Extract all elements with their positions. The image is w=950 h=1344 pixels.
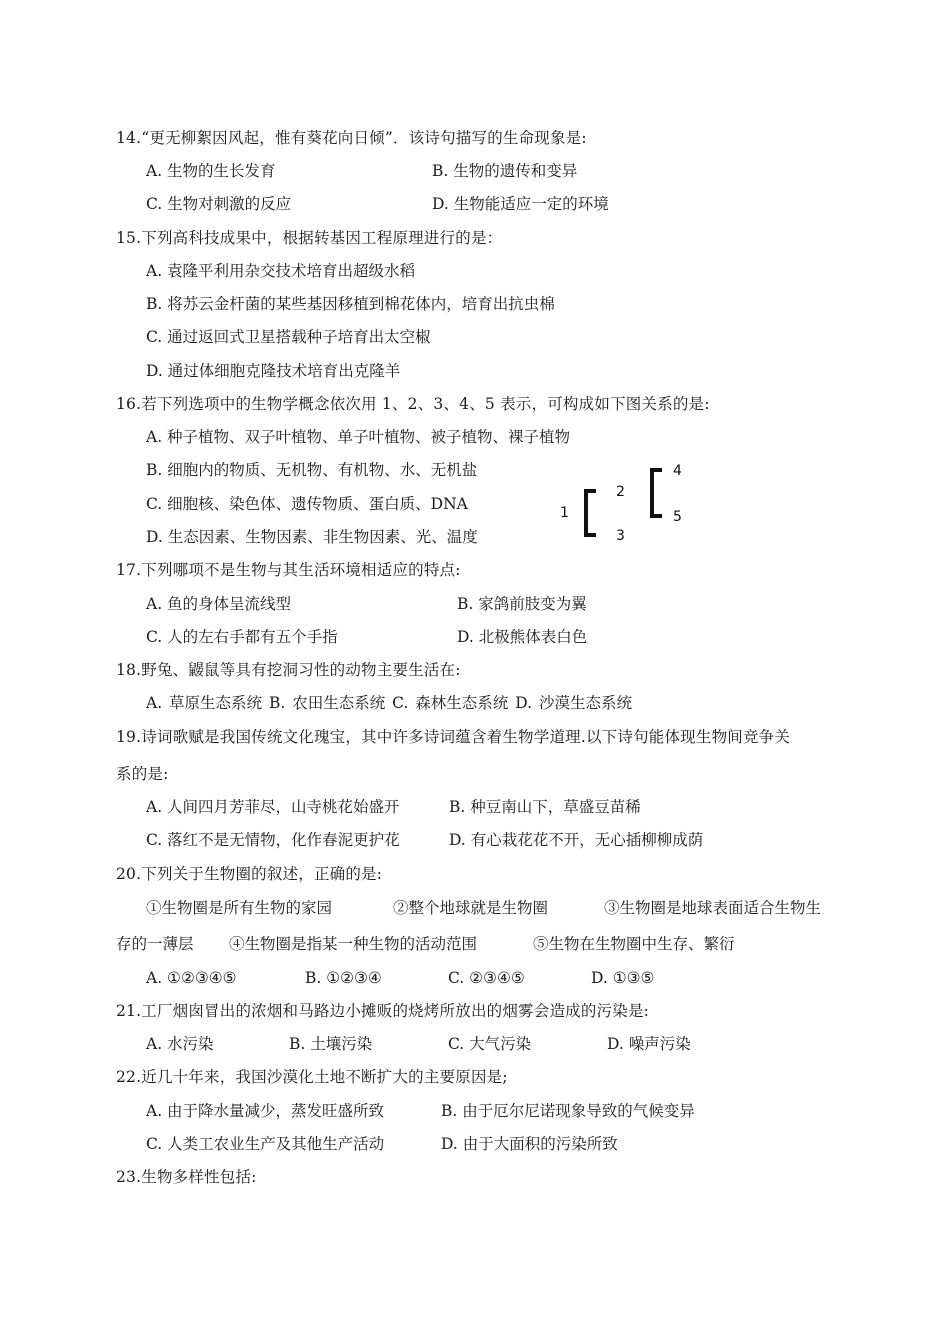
q20-statement-3-cont: 存的一薄层	[116, 935, 194, 953]
q15-option-c: C. 通过返回式卫星搭载种子培育出太空椒	[146, 328, 431, 346]
q22-option-c: C. 人类工农业生产及其他生产活动	[146, 1135, 385, 1153]
q14-option-a: A. 生物的生长发育	[146, 162, 276, 180]
q19-stem-line1: 19.诗词歌赋是我国传统文化瑰宝，其中许多诗词蕴含着生物学道理.以下诗句能体现生物间竞争关	[116, 728, 791, 746]
q15-option-b: B. 将苏云金杆菌的某些基因移植到棉花体内，培育出抗虫棉	[146, 295, 555, 313]
q20-option-d: D. ①③⑤	[591, 969, 655, 987]
q19-option-c: C. 落红不是无情物，化作春泥更护花	[146, 831, 400, 849]
outer-bracket	[586, 491, 596, 535]
q20-option-c: C. ②③④⑤	[448, 969, 525, 987]
q15-option-a: A. 袁隆平利用杂交技术培育出超级水稻	[146, 262, 416, 280]
diagram-label-1: 1	[560, 505, 569, 521]
q22-stem: 22.近几十年来，我国沙漠化土地不断扩大的主要原因是;	[116, 1068, 508, 1086]
diagram-label-3: 3	[616, 528, 625, 544]
q17-option-c: C. 人的左右手都有五个手指	[146, 628, 338, 646]
q19-stem-line2: 系的是:	[116, 765, 169, 783]
q17-option-d: D. 北极熊体表白色	[457, 628, 588, 646]
concept-bracket-diagram	[556, 458, 706, 546]
q16-option-c: C. 细胞核、染色体、遗传物质、蛋白质、DNA	[146, 495, 468, 513]
q23-stem: 23.生物多样性包括:	[116, 1168, 257, 1186]
q15-option-d: D. 通过体细胞克隆技术培育出克隆羊	[146, 362, 401, 380]
diagram-label-4: 4	[673, 463, 682, 479]
q16-option-d: D. 生态因素、生物因素、非生物因素、光、温度	[146, 528, 478, 546]
q19-option-b: B. 种豆南山下，草盛豆苗稀	[449, 798, 641, 816]
q14-stem: 14.“更无柳絮因风起，惟有葵花向日倾”．该诗句描写的生命现象是:	[116, 129, 587, 147]
q20-stem: 20.下列关于生物圈的叙述，正确的是:	[116, 865, 383, 883]
q18-options: A. 草原生态系统 B. 农田生态系统 C. 森林生态系统 D. 沙漠生态系统	[146, 694, 632, 712]
q22-option-d: D. 由于大面积的污染所致	[441, 1135, 618, 1153]
q16-option-a: A. 种子植物、双子叶植物、单子叶植物、被子植物、裸子植物	[146, 428, 571, 446]
q20-statement-1: ①生物圈是所有生物的家园	[146, 899, 333, 917]
q17-option-a: A. 鱼的身体呈流线型	[146, 595, 292, 613]
q20-option-b: B. ①②③④	[305, 969, 382, 987]
q20-statement-2: ②整个地球就是生物圈	[393, 899, 549, 917]
q19-option-d: D. 有心栽花花不开，无心插柳柳成荫	[449, 831, 704, 849]
q22-option-a: A. 由于降水量减少，蒸发旺盛所致	[146, 1102, 385, 1120]
q17-option-b: B. 家鸽前肢变为翼	[457, 595, 587, 613]
q20-statement-3: ③生物圈是地球表面适合生物生	[604, 899, 822, 917]
q20-option-a: A. ①②③④⑤	[146, 969, 237, 987]
q15-stem: 15.下列高科技成果中，根据转基因工程原理进行的是：	[116, 229, 503, 247]
q19-option-a: A. 人间四月芳菲尽，山寺桃花始盛开	[146, 798, 400, 816]
q16-stem: 16.若下列选项中的生物学概念依次用 1、2、3、4、5 表示，可构成如下图关系的是:	[116, 395, 710, 413]
q16-option-b: B. 细胞内的物质、无机物、有机物、水、无机盐	[146, 461, 478, 479]
q21-option-b: B. 土壤污染	[289, 1035, 373, 1053]
q21-option-a: A. 水污染	[146, 1035, 214, 1053]
inner-bracket	[652, 470, 662, 516]
q20-statement-5: ⑤生物在生物圈中生存、繁衍	[533, 935, 735, 953]
q21-option-c: C. 大气污染	[448, 1035, 532, 1053]
diagram-label-5: 5	[673, 509, 682, 525]
q17-stem: 17.下列哪项不是生物与其生活环境相适应的特点:	[116, 561, 461, 579]
q14-option-c: C. 生物对刺激的反应	[146, 195, 292, 213]
q22-option-b: B. 由于厄尔尼诺现象导致的气候变异	[441, 1102, 695, 1120]
q21-stem: 21.工厂烟囱冒出的浓烟和马路边小摊贩的烧烤所放出的烟雾会造成的污染是:	[116, 1002, 650, 1020]
q18-stem: 18.野兔、鼹鼠等具有挖洞习性的动物主要生活在:	[116, 661, 461, 679]
q21-option-d: D. 噪声污染	[607, 1035, 691, 1053]
diagram-label-2: 2	[616, 484, 625, 500]
q14-option-b: B. 生物的遗传和变异	[432, 162, 578, 180]
q20-statement-4: ④生物圈是指某一种生物的活动范围	[229, 935, 478, 953]
q14-option-d: D. 生物能适应一定的环境	[432, 195, 609, 213]
